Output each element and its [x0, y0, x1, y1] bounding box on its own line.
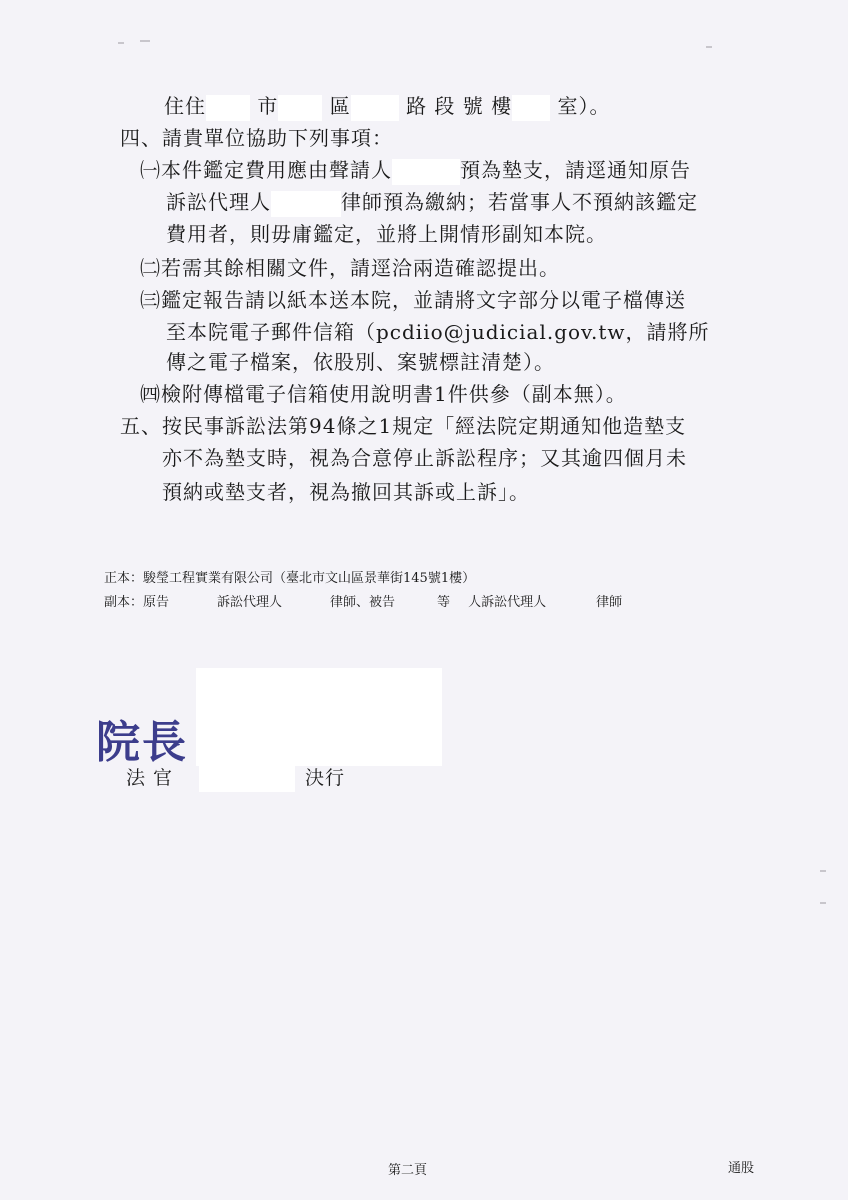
- scan-speck: [140, 40, 150, 42]
- redaction-box: [206, 95, 250, 121]
- address-district: 區: [329, 94, 351, 118]
- address-road: 路 段 號 樓: [406, 94, 513, 118]
- judge-label: 法 官: [126, 767, 174, 789]
- scan-speck: [706, 46, 712, 48]
- section4-heading: 四、請貴單位協助下列事項：: [120, 126, 393, 150]
- section5-line3: 預納或墊支者，視為撤回其訴或上訴」。: [162, 480, 530, 504]
- section4-item1-line1: ㈠本件鑑定費用應由聲請人 預為墊支，請逕通知原告: [140, 156, 691, 185]
- section4-item2: ㈡若需其餘相關文件，請逕洽兩造確認提出。: [140, 256, 560, 280]
- redaction-box: [278, 95, 322, 121]
- section4-item1-line3: 費用者，則毋庸鑑定，並將上開情形副知本院。: [166, 222, 607, 246]
- address-prefix: 住住: [164, 94, 206, 118]
- address-line: [164, 92, 611, 121]
- section4-item4: ㈣檢附傳檔電子信箱使用說明書1件供參（副本無）。: [140, 382, 627, 406]
- redaction-box: [271, 191, 341, 217]
- judge-line: [126, 764, 345, 792]
- judge-action: 決行: [305, 767, 346, 789]
- section5-line2: 亦不為墊支時，視為合意停止訴訟程序；又其逾四個月未: [162, 446, 687, 470]
- page-number: 第二頁: [388, 1163, 428, 1178]
- section4-item1-line2: 訴訟代理人 律師預為繳納；若當事人不預納該鑑定: [166, 188, 698, 217]
- redaction-box: [392, 159, 460, 185]
- redaction-box: [199, 766, 295, 792]
- distribution-copy: 副本：原告 訴訟代理人 律師、被告 等 人訴訟代理人 律師: [104, 595, 623, 610]
- address-suffix: 室）。: [557, 94, 611, 118]
- redaction-box: [512, 95, 550, 121]
- distribution-original: 正本：駿瑩工程實業有限公司（臺北市文山區景華街145號1樓）: [104, 571, 476, 586]
- section4-item3-line1: ㈢鑑定報告請以紙本送本院，並請將文字部分以電子檔傳送: [140, 288, 686, 312]
- president-seal: 院長: [96, 717, 188, 768]
- scan-speck: [820, 870, 826, 872]
- redaction-box: [351, 95, 399, 121]
- scan-speck: [820, 902, 826, 904]
- section4-item3-line2: 至本院電子郵件信箱（pcdiio@judicial.gov.tw，請將所: [166, 320, 710, 344]
- section5-line1: 五、按民事訴訟法第94條之1規定「經法院定期通知他造墊支: [120, 414, 687, 438]
- section4-item3-line3: 傳之電子檔案，依股別、案號標註清楚）。: [166, 350, 555, 374]
- scan-speck: [118, 42, 124, 44]
- signature-redaction: [196, 668, 442, 766]
- address-city: 市: [257, 94, 279, 118]
- division-label: 通股: [728, 1161, 755, 1176]
